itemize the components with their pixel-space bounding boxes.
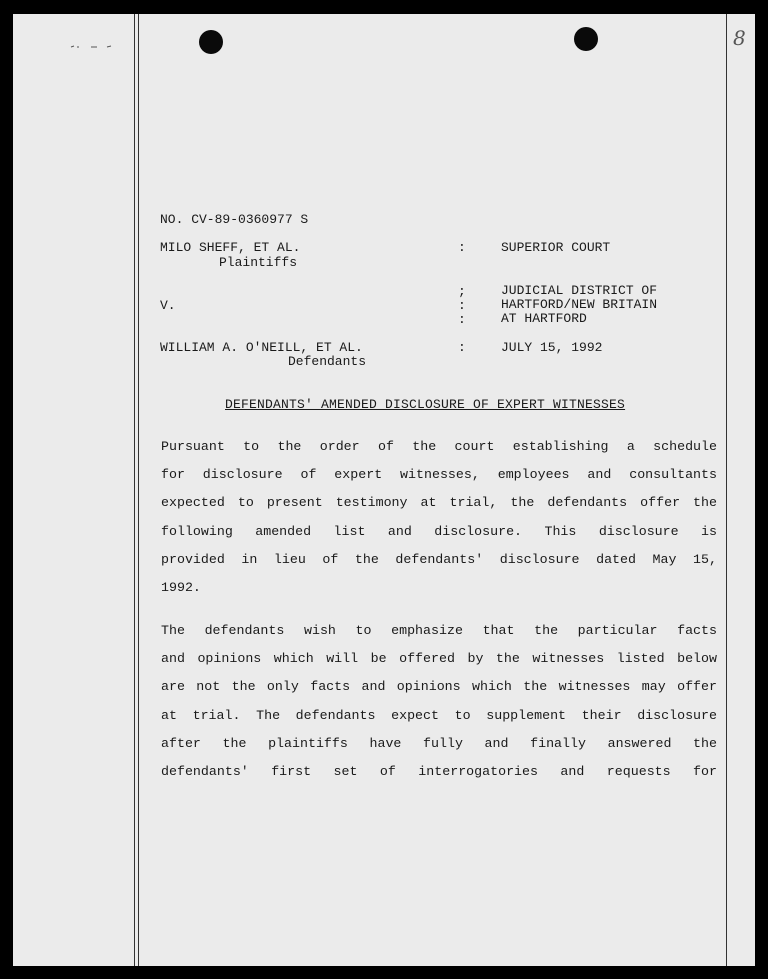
body-line: are not the only facts and opinions which the witnesses may offer [161, 679, 717, 694]
body-line: provided in lieu of the defendants' disclosure dated May 15, [161, 552, 717, 567]
filing-date: JULY 15, 1992 [501, 340, 603, 355]
caption-separator: : [458, 340, 466, 355]
left-margin-line-inner [138, 14, 139, 966]
docket-number: NO. CV-89-0360977 S [160, 212, 309, 227]
document-title: DEFENDANTS' AMENDED DISCLOSURE OF EXPERT WITNESSES [225, 397, 626, 412]
caption-separator: : [458, 312, 466, 327]
plaintiff-name: MILO SHEFF, ET AL. [160, 240, 301, 255]
margin-scribble [69, 44, 117, 50]
versus: V. [160, 298, 176, 313]
punch-hole-right [574, 27, 598, 51]
right-margin-line [726, 14, 727, 966]
body-line: at trial. The defendants expect to supplement their disclosure [161, 708, 717, 723]
district-line-3: AT HARTFORD [501, 311, 587, 326]
body-line: after the plaintiffs have fully and finally answered the [161, 736, 717, 751]
body-line: Pursuant to the order of the court establishing a schedule [161, 439, 717, 454]
document-page [13, 14, 755, 966]
punch-hole-left [199, 30, 223, 54]
caption-separator: ; [458, 284, 466, 299]
caption-separator: : [458, 240, 466, 255]
defendant-name: WILLIAM A. O'NEILL, ET AL. [160, 340, 363, 355]
court-name: SUPERIOR COURT [501, 240, 611, 255]
caption-separator: : [458, 298, 466, 313]
defendant-role: Defendants [288, 354, 367, 369]
body-line: expected to present testimony at trial, the defendants offer the [161, 495, 717, 510]
plaintiff-role: Plaintiffs [219, 255, 298, 270]
body-line: for disclosure of expert witnesses, employees and consultants [161, 467, 717, 482]
body-line: 1992. [161, 580, 201, 595]
body-line: The defendants wish to emphasize that the particular facts [161, 623, 717, 638]
body-line: following amended list and disclosure. This disclosure is [161, 524, 717, 539]
district-line-1: JUDICIAL DISTRICT OF [501, 283, 658, 298]
district-line-2: HARTFORD/NEW BRITAIN [501, 297, 658, 312]
body-line: and opinions which will be offered by the witnesses listed below [161, 651, 717, 666]
left-margin-line [134, 14, 135, 966]
body-line: defendants' first set of interrogatories and requests for [161, 764, 717, 779]
page-number-mark: 8 [733, 26, 746, 50]
